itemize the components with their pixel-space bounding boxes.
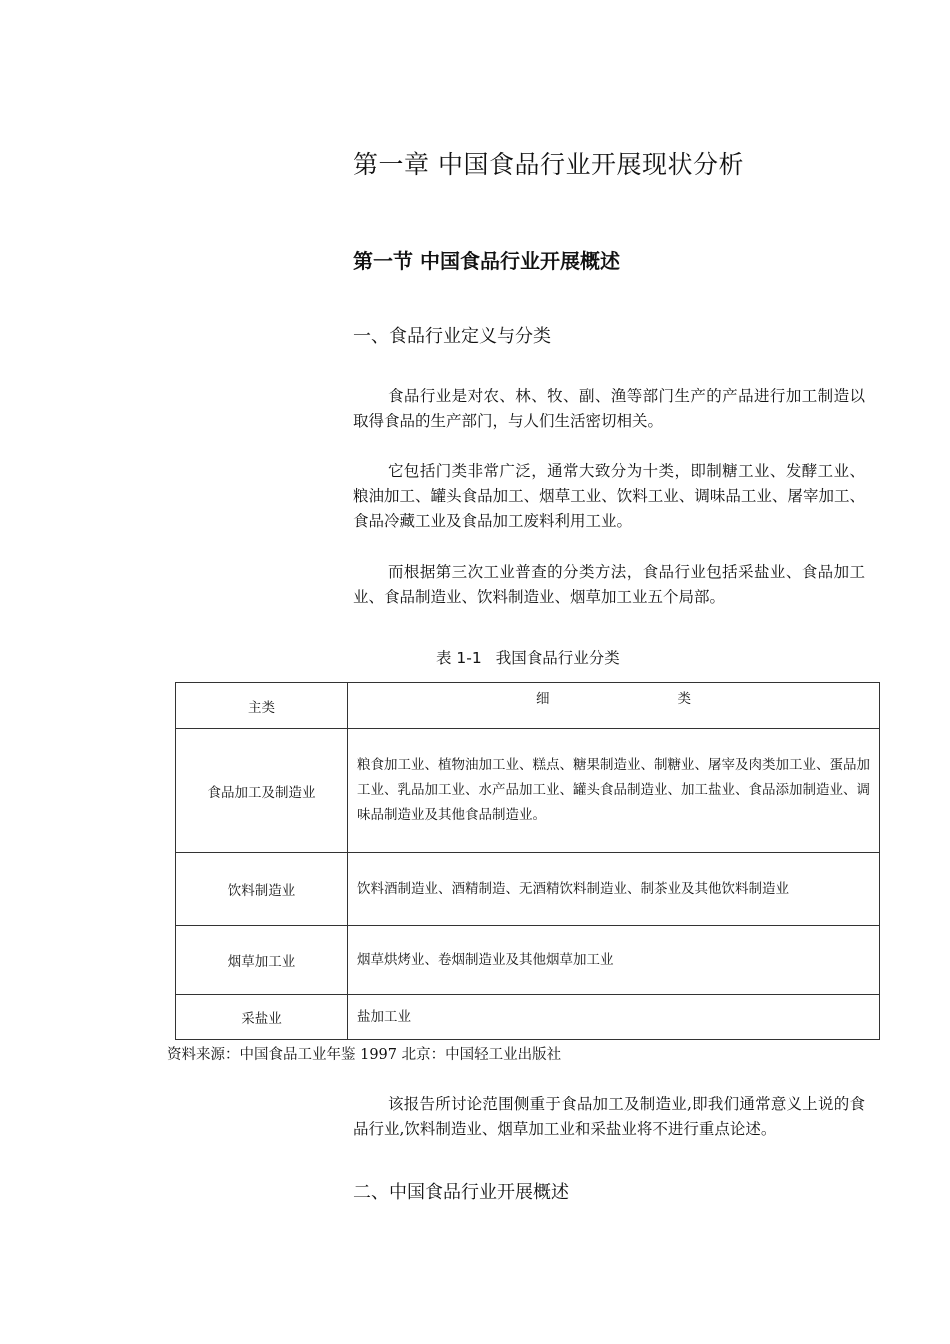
subsection-title-overview: 二、中国食品行业开展概述 bbox=[353, 1182, 569, 1203]
table-row bbox=[176, 853, 880, 926]
row-detail-cell: 盐加工业 bbox=[348, 995, 880, 1040]
paragraph-categories: 它包括门类非常广泛，通常大致分为十类，即制糖工业、发酵工业、粮油加工、罐头食品加工、烟草工业、饮料工业、调味品工业、屠宰加工、食品冷藏工业及食品加工废料利用工业。 bbox=[353, 462, 865, 530]
row-detail-cell: 饮料酒制造业、酒精制造、无酒精饮料制造业、制茶业及其他饮料制造业 bbox=[348, 853, 880, 926]
header-detail-right: 类 bbox=[677, 691, 691, 707]
header-main-cell: 主类 bbox=[176, 683, 348, 729]
row-main-cell: 饮料制造业 bbox=[176, 853, 348, 926]
table-caption-title: 我国食品行业分类 bbox=[495, 649, 620, 667]
subsection-title-definition: 一、食品行业定义与分类 bbox=[353, 326, 551, 347]
table-header-row bbox=[176, 683, 880, 729]
paragraph-census-classification: 而根据第三次工业普查的分类方法，食品行业包括采盐业、食品加工业、食品制造业、饮料制造业、烟草加工业五个局部。 bbox=[353, 563, 865, 606]
table-caption bbox=[436, 646, 634, 668]
table-row bbox=[176, 729, 880, 853]
table-source-note: 资料来源：中国食品工业年鉴 1997 北京：中国轻工业出版社 bbox=[167, 1047, 562, 1063]
row-detail-cell: 烟草烘烤业、卷烟制造业及其他烟草加工业 bbox=[348, 926, 880, 995]
section-title: 第一节 中国食品行业开展概述 bbox=[353, 249, 620, 273]
row-main-cell: 烟草加工业 bbox=[176, 926, 348, 995]
row-main-cell: 食品加工及制造业 bbox=[176, 729, 348, 853]
chapter-title: 第一章 中国食品行业开展现状分析 bbox=[353, 150, 744, 179]
classification-table bbox=[175, 682, 880, 1040]
table-caption-number: 表 1-1 bbox=[436, 649, 482, 667]
header-detail-left: 细 bbox=[536, 691, 550, 707]
paragraph-scope: 该报告所讨论范围侧重于食品加工及制造业,即我们通常意义上说的食品行业,饮料制造业、烟草加工业和采盐业将不进行重点论述。 bbox=[353, 1095, 865, 1138]
row-detail-cell: 粮食加工业、植物油加工业、糕点、糖果制造业、制糖业、屠宰及肉类加工业、蛋品加工业、乳品加工业、水产品加工业、罐头食品制造业、加工盐业、食品添加制造业、调味品制造业及其他食品制造业。 bbox=[348, 729, 880, 853]
table-row bbox=[176, 926, 880, 995]
row-main-cell: 采盐业 bbox=[176, 995, 348, 1040]
table-row bbox=[176, 995, 880, 1040]
paragraph-definition: 食品行业是对农、林、牧、副、渔等部门生产的产品进行加工制造以取得食品的生产部门，与人们生活密切相关。 bbox=[353, 387, 865, 430]
header-detail-cell bbox=[348, 683, 880, 729]
